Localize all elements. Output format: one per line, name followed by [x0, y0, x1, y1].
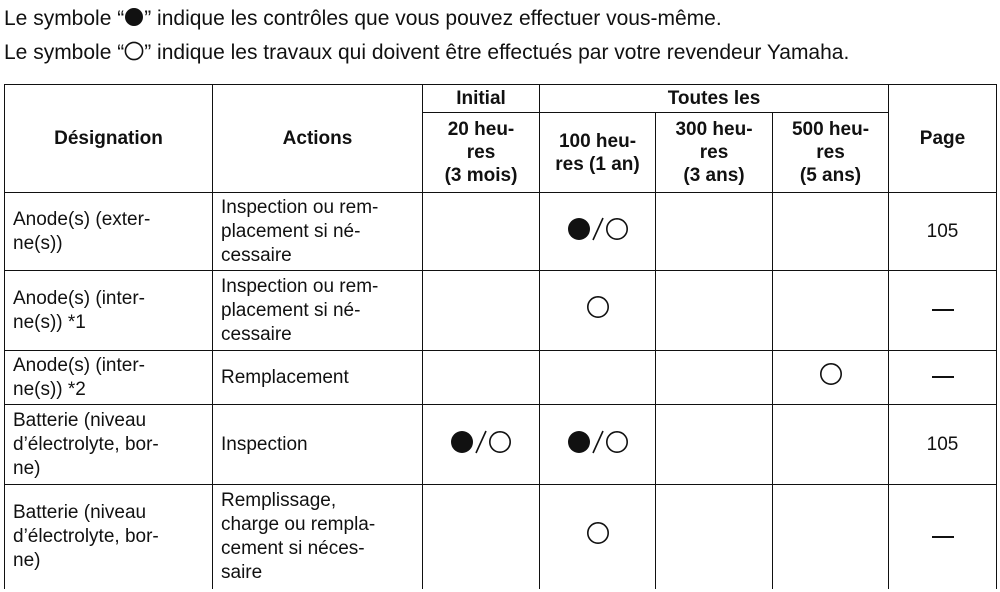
- cell-interval-h300: [656, 485, 773, 589]
- cell-action: [213, 485, 423, 589]
- header-20h: [423, 113, 540, 193]
- text-line: charge ou rempla-: [221, 513, 376, 535]
- open-circle-icon: [586, 521, 610, 545]
- page-dash: [932, 376, 954, 378]
- text-line: 500 heu-: [791, 119, 870, 140]
- page-dash: [932, 536, 954, 538]
- open-circle-icon: [586, 295, 610, 319]
- intro-line2-prefix: Le symbole “: [4, 41, 125, 64]
- cell-interval-h20: [423, 485, 540, 589]
- text-line: Anode(s) (exter-: [13, 208, 151, 230]
- text-line: Batterie (niveau: [13, 501, 147, 523]
- text-line: Anode(s) (inter-: [13, 287, 145, 309]
- header-100h: [540, 113, 656, 193]
- open-circle-icon: [819, 362, 843, 386]
- text-line: ne): [13, 457, 41, 479]
- mark-dealer: [586, 521, 610, 545]
- intro-line1-prefix: Le symbole “: [4, 7, 125, 30]
- cell-designation: [5, 485, 213, 589]
- text-line: Remplissage,: [221, 489, 337, 511]
- cell-interval-h300: [656, 405, 773, 485]
- cell-interval-h20: [423, 405, 540, 485]
- text-line: (3 ans): [683, 165, 745, 186]
- text-line: placement si né-: [221, 220, 361, 242]
- filled-circle-icon: [450, 430, 474, 454]
- mark-self-and-dealer: [450, 429, 512, 455]
- slash-separator-icon: [474, 429, 488, 455]
- open-circle-icon: [124, 41, 144, 68]
- cell-page: [889, 485, 997, 589]
- text-line: d’électrolyte, bor-: [13, 525, 159, 547]
- text-line: 100 heu-: [558, 130, 637, 152]
- text-line: Anode(s) (inter-: [13, 354, 145, 376]
- slash-separator-icon: [591, 429, 605, 455]
- table-row: [5, 193, 997, 271]
- table-row: [5, 351, 997, 405]
- page-number: 105: [926, 433, 959, 455]
- table-row: [5, 271, 997, 351]
- text-line: ne(s)) *2: [13, 378, 86, 400]
- text-line: res (1 an): [555, 153, 640, 175]
- cell-page: [889, 193, 997, 271]
- cell-designation: [5, 193, 213, 271]
- cell-action: [213, 405, 423, 485]
- table-row: [5, 485, 997, 589]
- header-periodic: Toutes les: [540, 85, 889, 113]
- cell-designation: [5, 351, 213, 405]
- cell-interval-h300: [656, 271, 773, 351]
- text-line: Inspection: [221, 433, 308, 455]
- cell-interval-h100: [540, 485, 656, 589]
- mark-dealer: [586, 295, 610, 319]
- text-line: ne(s)): [13, 232, 63, 254]
- header-initial: Initial: [423, 85, 540, 113]
- text-line: 20 heu-: [447, 119, 515, 140]
- intro-line2-text: ” indique les travaux qui doivent être effectués par votre revendeur Yamaha.: [144, 41, 850, 64]
- text-line: 300 heu-: [675, 119, 753, 140]
- header-500h: [773, 113, 889, 193]
- mark-self-and-dealer: [567, 429, 629, 455]
- cell-interval-h100: [540, 193, 656, 271]
- text-line: saire: [221, 561, 263, 583]
- slash-separator-icon: [591, 216, 605, 242]
- cell-interval-h500: [773, 271, 889, 351]
- mark-self-and-dealer: [567, 216, 629, 242]
- filled-circle-icon: [124, 7, 144, 34]
- cell-interval-h500: [773, 351, 889, 405]
- cell-designation: [5, 405, 213, 485]
- text-line: placement si né-: [221, 299, 361, 321]
- page-dash: [932, 309, 954, 311]
- cell-interval-h20: [423, 271, 540, 351]
- cell-interval-h20: [423, 351, 540, 405]
- cell-action: [213, 193, 423, 271]
- cell-interval-h500: [773, 405, 889, 485]
- text-line: res: [816, 142, 845, 163]
- maintenance-schedule-table: [4, 84, 997, 589]
- table-row: [5, 405, 997, 485]
- text-line: (3 mois): [444, 165, 518, 186]
- header-page: Page: [889, 85, 997, 193]
- text-line: cessaire: [221, 244, 292, 266]
- cell-page: [889, 405, 997, 485]
- page-number: 105: [926, 220, 959, 242]
- cell-interval-h100: [540, 351, 656, 405]
- intro-line-self-checks: [4, 6, 722, 34]
- text-line: Inspection ou rem-: [221, 275, 379, 297]
- header-actions: Actions: [213, 85, 423, 193]
- schedule-rows: [5, 193, 997, 589]
- cell-action: [213, 351, 423, 405]
- open-circle-icon: [605, 430, 629, 454]
- cell-interval-h100: [540, 271, 656, 351]
- open-circle-icon: [605, 217, 629, 241]
- cell-designation: [5, 271, 213, 351]
- header-designation: Désignation: [5, 85, 213, 193]
- filled-circle-icon: [567, 430, 591, 454]
- text-line: Remplacement: [221, 366, 349, 388]
- text-line: ne): [13, 549, 41, 571]
- mark-dealer: [819, 362, 843, 386]
- text-line: res: [699, 142, 729, 163]
- cell-interval-h500: [773, 485, 889, 589]
- cell-interval-h20: [423, 193, 540, 271]
- text-line: cessaire: [221, 323, 292, 345]
- cell-interval-h300: [656, 193, 773, 271]
- cell-interval-h500: [773, 193, 889, 271]
- filled-circle-icon: [567, 217, 591, 241]
- cell-interval-h300: [656, 351, 773, 405]
- cell-action: [213, 271, 423, 351]
- text-line: cement si néces-: [221, 537, 365, 559]
- cell-interval-h100: [540, 405, 656, 485]
- cell-page: [889, 351, 997, 405]
- text-line: Inspection ou rem-: [221, 196, 379, 218]
- intro-line-dealer-work: [4, 40, 849, 68]
- text-line: ne(s)) *1: [13, 311, 86, 333]
- text-line: res: [466, 142, 496, 163]
- text-line: (5 ans): [799, 165, 862, 186]
- text-line: d’électrolyte, bor-: [13, 433, 159, 455]
- text-line: Batterie (niveau: [13, 409, 147, 431]
- cell-page: [889, 271, 997, 351]
- intro-line1-text: ” indique les contrôles que vous pouvez effectuer vous-même.: [144, 7, 722, 30]
- header-300h: [656, 113, 773, 193]
- open-circle-icon: [488, 430, 512, 454]
